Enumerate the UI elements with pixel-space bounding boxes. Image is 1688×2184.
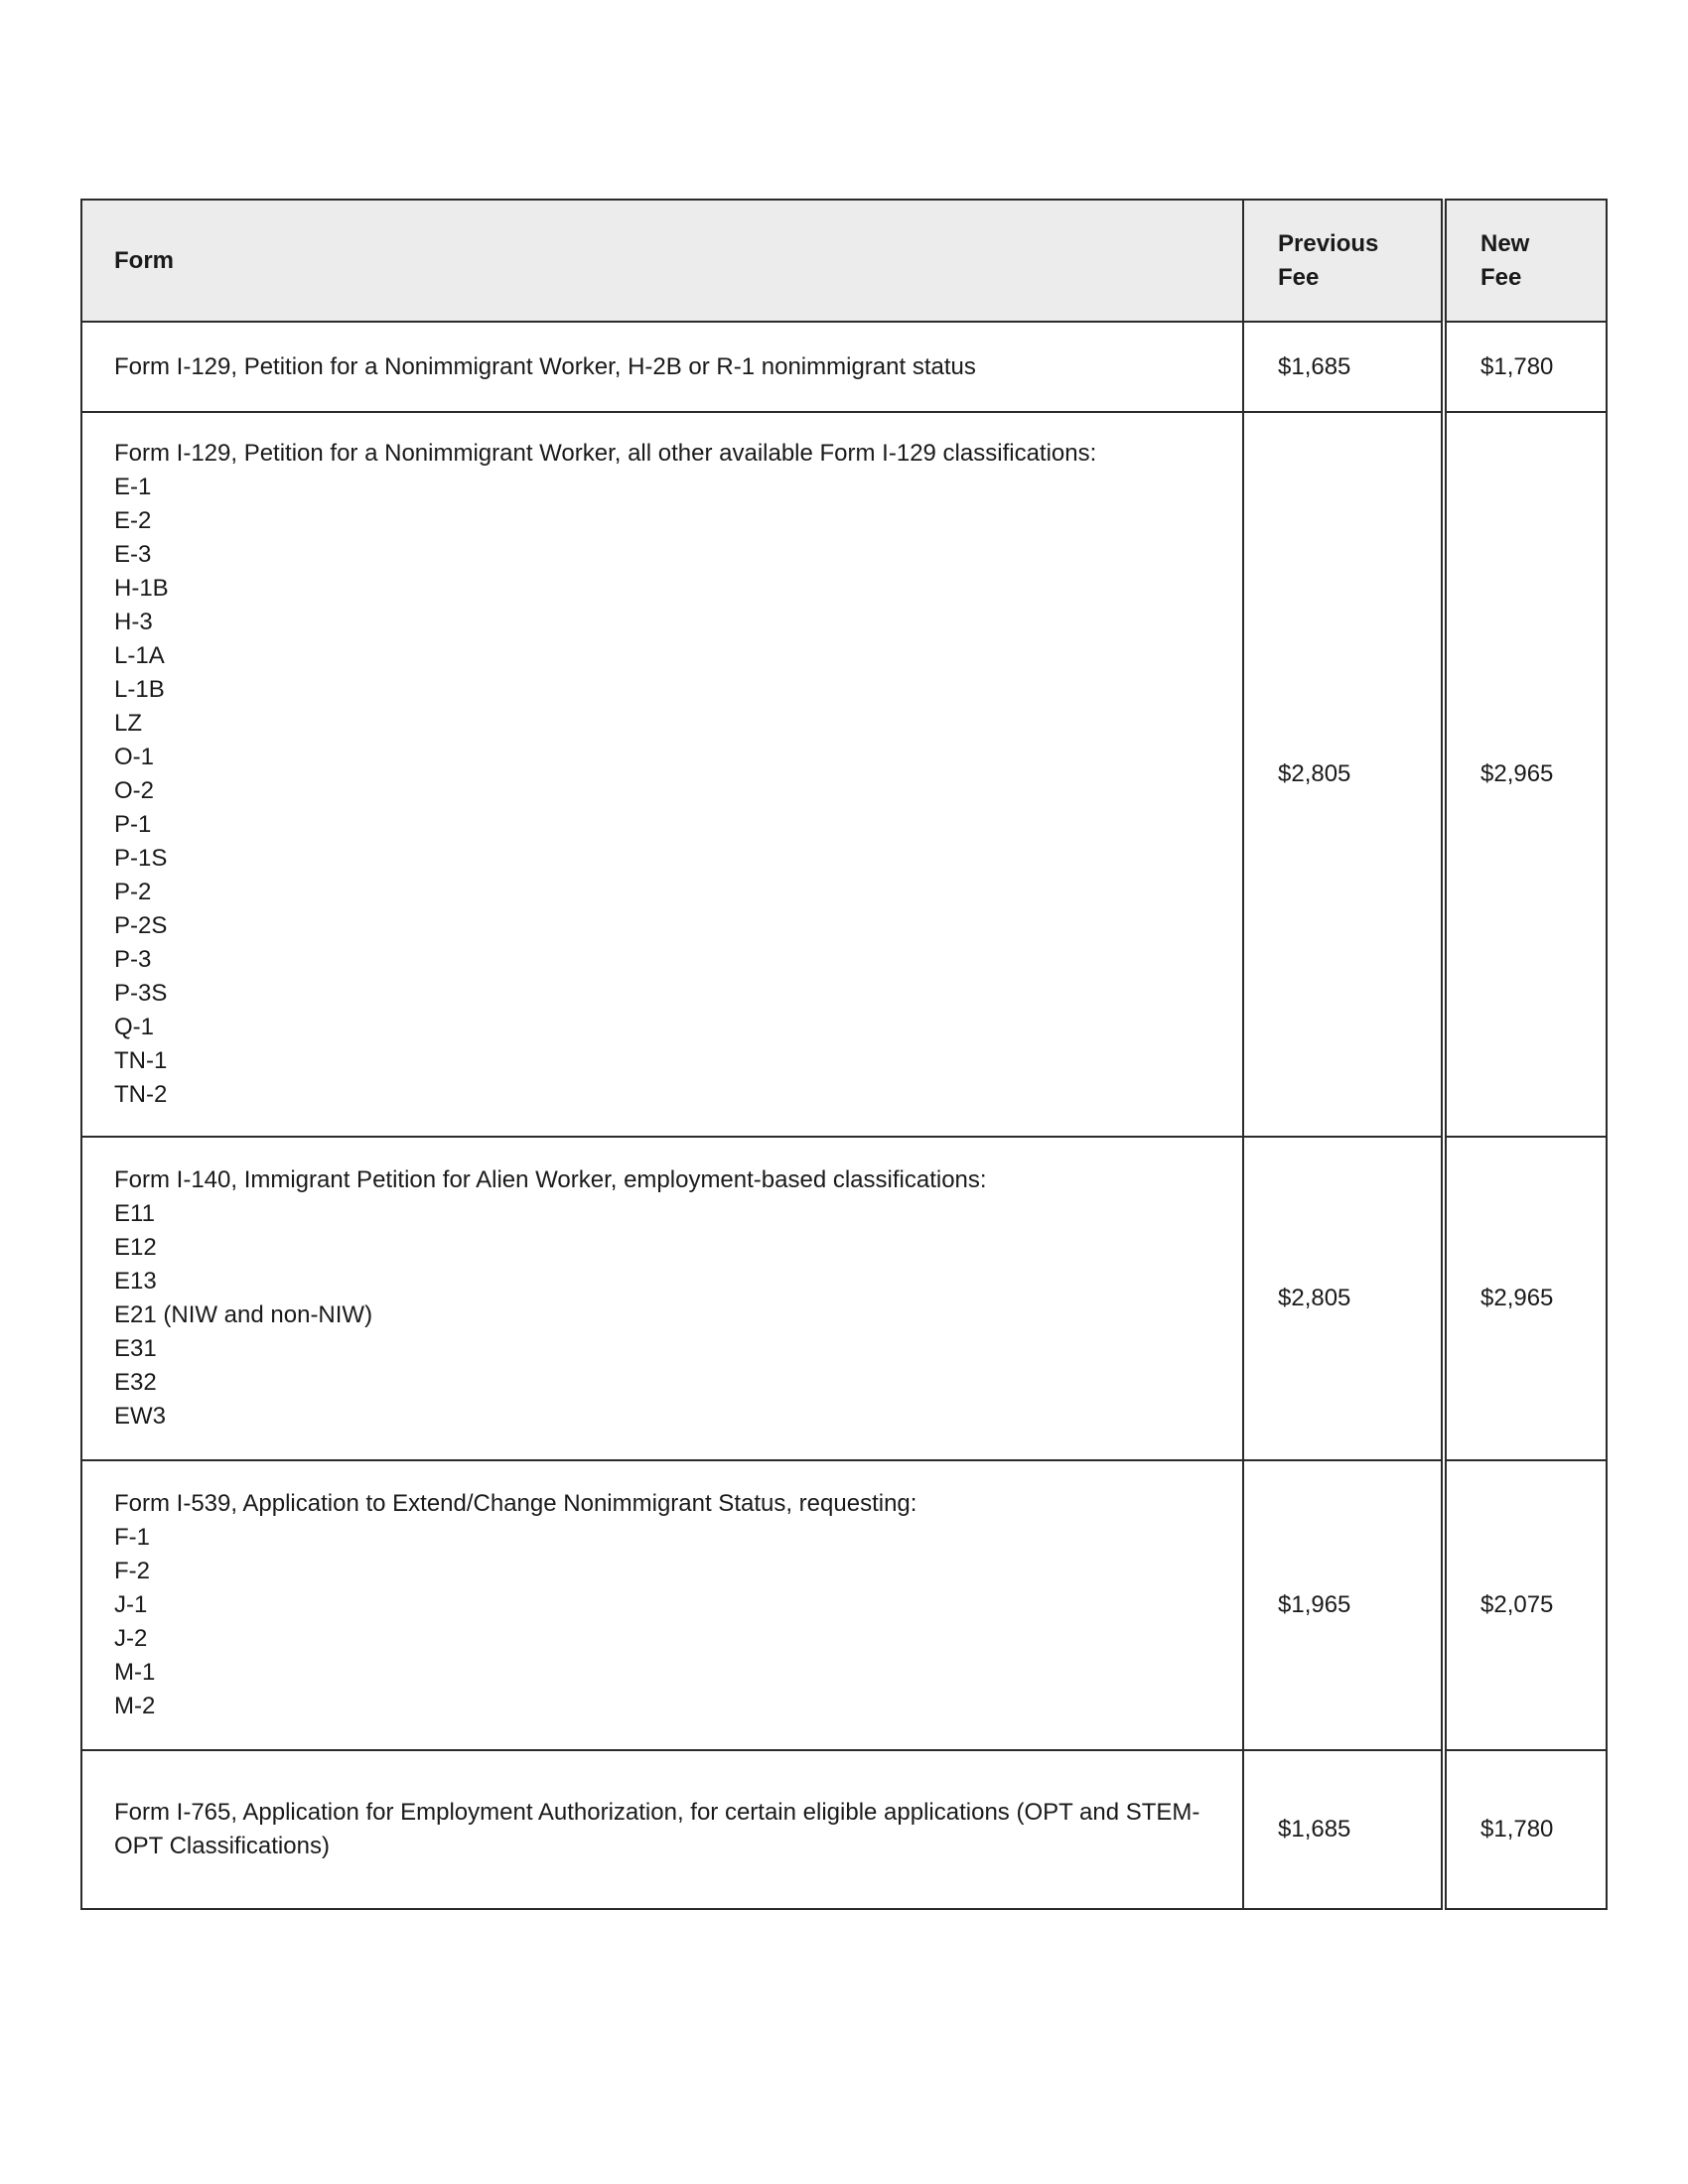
classification-list: [114, 471, 1202, 1112]
new-fee-cell: $1,780: [1444, 322, 1607, 412]
classification-item: J-2: [114, 1625, 148, 1652]
classification-item: O-2: [114, 777, 155, 804]
header-new-fee: [1444, 200, 1607, 322]
classification-item: J-1: [114, 1591, 148, 1618]
fee-table-body: [81, 322, 1607, 1909]
classification-list: [114, 1521, 1202, 1723]
previous-fee-cell: $2,805: [1243, 1137, 1444, 1460]
classification-item: L-1A: [114, 642, 165, 669]
new-fee-cell: $2,075: [1444, 1460, 1607, 1750]
classification-item: F-1: [114, 1524, 150, 1551]
form-title: Form I-765, Application for Employment Authorization, for certain eligible applications (OPT and STEM-OPT Classifications): [114, 1799, 1200, 1859]
previous-fee-cell: $1,685: [1243, 1750, 1444, 1909]
classification-item: P-3: [114, 946, 152, 973]
table-row: [81, 1137, 1607, 1460]
table-row: [81, 322, 1607, 412]
header-new-fee-line2: Fee: [1480, 263, 1522, 291]
classification-item: O-1: [114, 744, 155, 770]
form-cell: [81, 412, 1243, 1137]
classification-item: H-3: [114, 609, 153, 635]
form-title: Form I-129, Petition for a Nonimmigrant Worker, H-2B or R-1 nonimmigrant status: [114, 352, 976, 380]
classification-item: P-3S: [114, 980, 168, 1007]
classification-item: E32: [114, 1369, 157, 1396]
classification-item: L-1B: [114, 676, 165, 703]
classification-item: P-1: [114, 811, 152, 838]
table-row: [81, 412, 1607, 1137]
header-form-label: Form: [114, 246, 174, 274]
classification-item: Q-1: [114, 1014, 155, 1040]
form-title: Form I-539, Application to Extend/Change Nonimmigrant Status, requesting:: [114, 1490, 917, 1517]
classification-item: P-2S: [114, 912, 168, 939]
form-cell: [81, 1137, 1243, 1460]
header-previous-fee-line2: Fee: [1278, 263, 1320, 291]
classification-item: F-2: [114, 1558, 150, 1584]
table-row: [81, 1750, 1607, 1909]
form-cell: [81, 322, 1243, 412]
classification-item: M-2: [114, 1693, 156, 1719]
classification-item: P-2: [114, 879, 152, 905]
classification-item: M-1: [114, 1659, 156, 1686]
header-previous-fee: [1243, 200, 1444, 322]
fee-table: [80, 199, 1608, 1910]
classification-item: TN-2: [114, 1081, 168, 1108]
form-title: Form I-129, Petition for a Nonimmigrant Worker, all other available Form I-129 classifications:: [114, 440, 1097, 467]
classification-item: EW3: [114, 1403, 167, 1430]
header-previous-fee-line1: Previous: [1278, 229, 1379, 257]
form-cell: [81, 1750, 1243, 1909]
classification-item: E21 (NIW and non-NIW): [114, 1301, 373, 1328]
classification-list: [114, 1197, 1202, 1433]
table-row: [81, 1460, 1607, 1750]
classification-item: E12: [114, 1234, 157, 1261]
classification-item: E-1: [114, 474, 152, 500]
new-fee-cell: $1,780: [1444, 1750, 1607, 1909]
classification-item: E-3: [114, 541, 152, 568]
header-form: [81, 200, 1243, 322]
previous-fee-cell: $2,805: [1243, 412, 1444, 1137]
classification-item: E13: [114, 1268, 157, 1295]
form-title: Form I-140, Immigrant Petition for Alien Worker, employment-based classifications:: [114, 1166, 987, 1193]
classification-item: H-1B: [114, 575, 169, 602]
classification-item: TN-1: [114, 1047, 168, 1074]
new-fee-cell: $2,965: [1444, 1137, 1607, 1460]
classification-item: E31: [114, 1335, 157, 1362]
previous-fee-cell: $1,965: [1243, 1460, 1444, 1750]
header-new-fee-line1: New: [1480, 229, 1530, 257]
classification-item: E-2: [114, 507, 152, 534]
new-fee-cell: $2,965: [1444, 412, 1607, 1137]
form-cell: [81, 1460, 1243, 1750]
previous-fee-cell: $1,685: [1243, 322, 1444, 412]
header-row: [81, 200, 1607, 322]
classification-item: E11: [114, 1200, 155, 1227]
fee-table-header: [81, 200, 1607, 322]
classification-item: P-1S: [114, 845, 168, 872]
classification-item: LZ: [114, 710, 143, 737]
